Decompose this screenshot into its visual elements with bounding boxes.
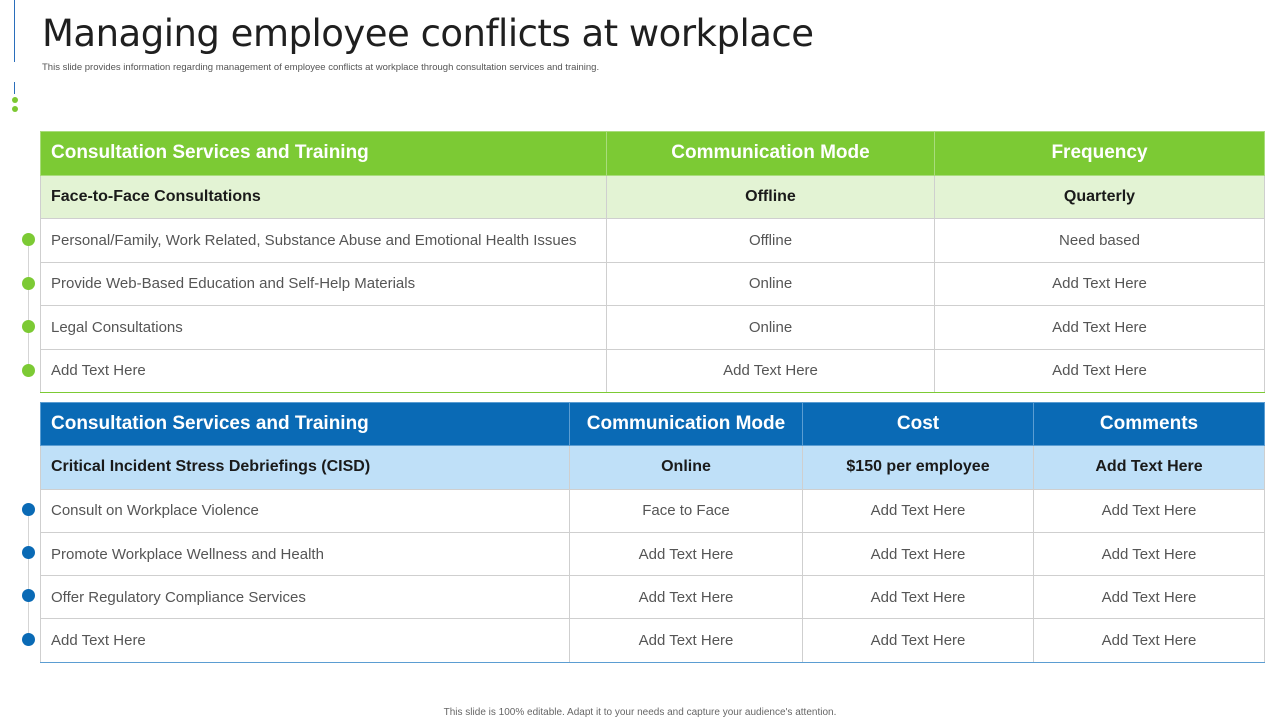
table-cell: Add Text Here: [803, 576, 1034, 619]
column-header: Communication Mode: [570, 403, 803, 446]
bullet-dot-icon: [22, 546, 35, 559]
accent-line: [14, 0, 15, 62]
consultation-frequency-table: [40, 131, 1265, 393]
footer-note: This slide is 100% editable. Adapt it to your needs and capture your audience's attention.: [443, 707, 837, 718]
table-cell: Add Text Here: [935, 306, 1265, 350]
bullet-dot-icon: [22, 503, 35, 516]
table-cell: Critical Incident Stress Debriefings (CISD): [41, 446, 570, 489]
table-cell: Add Text Here: [1034, 446, 1265, 489]
table-cell: Add Text Here: [570, 619, 803, 662]
table-cell: Online: [607, 262, 935, 306]
table-cell: Provide Web-Based Education and Self-Help Materials: [41, 262, 607, 306]
table-header-row: [41, 132, 1265, 176]
table-cell: Add Text Here: [41, 349, 607, 393]
table-cell: Add Text Here: [1034, 619, 1265, 662]
table-cell: Consult on Workplace Violence: [41, 489, 570, 532]
table-cell: Personal/Family, Work Related, Substance Abuse and Emotional Health Issues: [41, 219, 607, 263]
table-cell: Add Text Here: [1034, 489, 1265, 532]
table-cell: Legal Consultations: [41, 306, 607, 350]
column-header: Cost: [803, 403, 1034, 446]
table-cell: Add Text Here: [607, 349, 935, 393]
table-cell: Add Text Here: [803, 489, 1034, 532]
table-row: [41, 576, 1265, 619]
table-row: [41, 619, 1265, 662]
consultation-cost-table: [40, 402, 1265, 663]
table-cell: Promote Workplace Wellness and Health: [41, 532, 570, 575]
bullet-dot-icon: [22, 320, 35, 333]
accent-dot: [12, 106, 18, 112]
column-header: Frequency: [935, 132, 1265, 176]
bullet-dot-icon: [22, 364, 35, 377]
column-header: Consultation Services and Training: [41, 132, 607, 176]
table-cell: Add Text Here: [1034, 576, 1265, 619]
table-cell: Offline: [607, 219, 935, 263]
table-row: [41, 489, 1265, 532]
table-cell: Need based: [935, 219, 1265, 263]
column-header: Comments: [1034, 403, 1265, 446]
table-cell: Quarterly: [935, 175, 1265, 219]
table-cell: Online: [570, 446, 803, 489]
table-cell: Online: [607, 306, 935, 350]
bullet-dot-icon: [22, 633, 35, 646]
bullet-connector-line: [28, 240, 29, 371]
table-cell: Offline: [607, 175, 935, 219]
highlight-row: [41, 175, 1265, 219]
highlight-row: [41, 446, 1265, 489]
bullet-dot-icon: [22, 233, 35, 246]
table-row: [41, 219, 1265, 263]
table-cell: Add Text Here: [803, 532, 1034, 575]
table-cell: Add Text Here: [935, 349, 1265, 393]
table-header-row: [41, 403, 1265, 446]
table-cell: Add Text Here: [935, 262, 1265, 306]
table-cell: Add Text Here: [41, 619, 570, 662]
accent-dot: [12, 97, 18, 103]
table-cell: Add Text Here: [803, 619, 1034, 662]
page-title: Managing employee conflicts at workplace: [42, 12, 814, 55]
bullet-connector-line: [28, 510, 29, 640]
page-subtitle: This slide provides information regarding management of employee conflicts at workplace through consultation services and training.: [42, 62, 600, 73]
table-row: [41, 306, 1265, 350]
table-row: [41, 349, 1265, 393]
table-row: [41, 532, 1265, 575]
table-cell: Face to Face: [570, 489, 803, 532]
bullet-dot-icon: [22, 277, 35, 290]
table-cell: Add Text Here: [570, 532, 803, 575]
table-cell: $150 per employee: [803, 446, 1034, 489]
bullet-dot-icon: [22, 589, 35, 602]
table-row: [41, 262, 1265, 306]
table-cell: Add Text Here: [1034, 532, 1265, 575]
table-cell: Face-to-Face Consultations: [41, 175, 607, 219]
accent-dash: [14, 82, 15, 94]
column-header: Communication Mode: [607, 132, 935, 176]
table-cell: Add Text Here: [570, 576, 803, 619]
column-header: Consultation Services and Training: [41, 403, 570, 446]
table-cell: Offer Regulatory Compliance Services: [41, 576, 570, 619]
